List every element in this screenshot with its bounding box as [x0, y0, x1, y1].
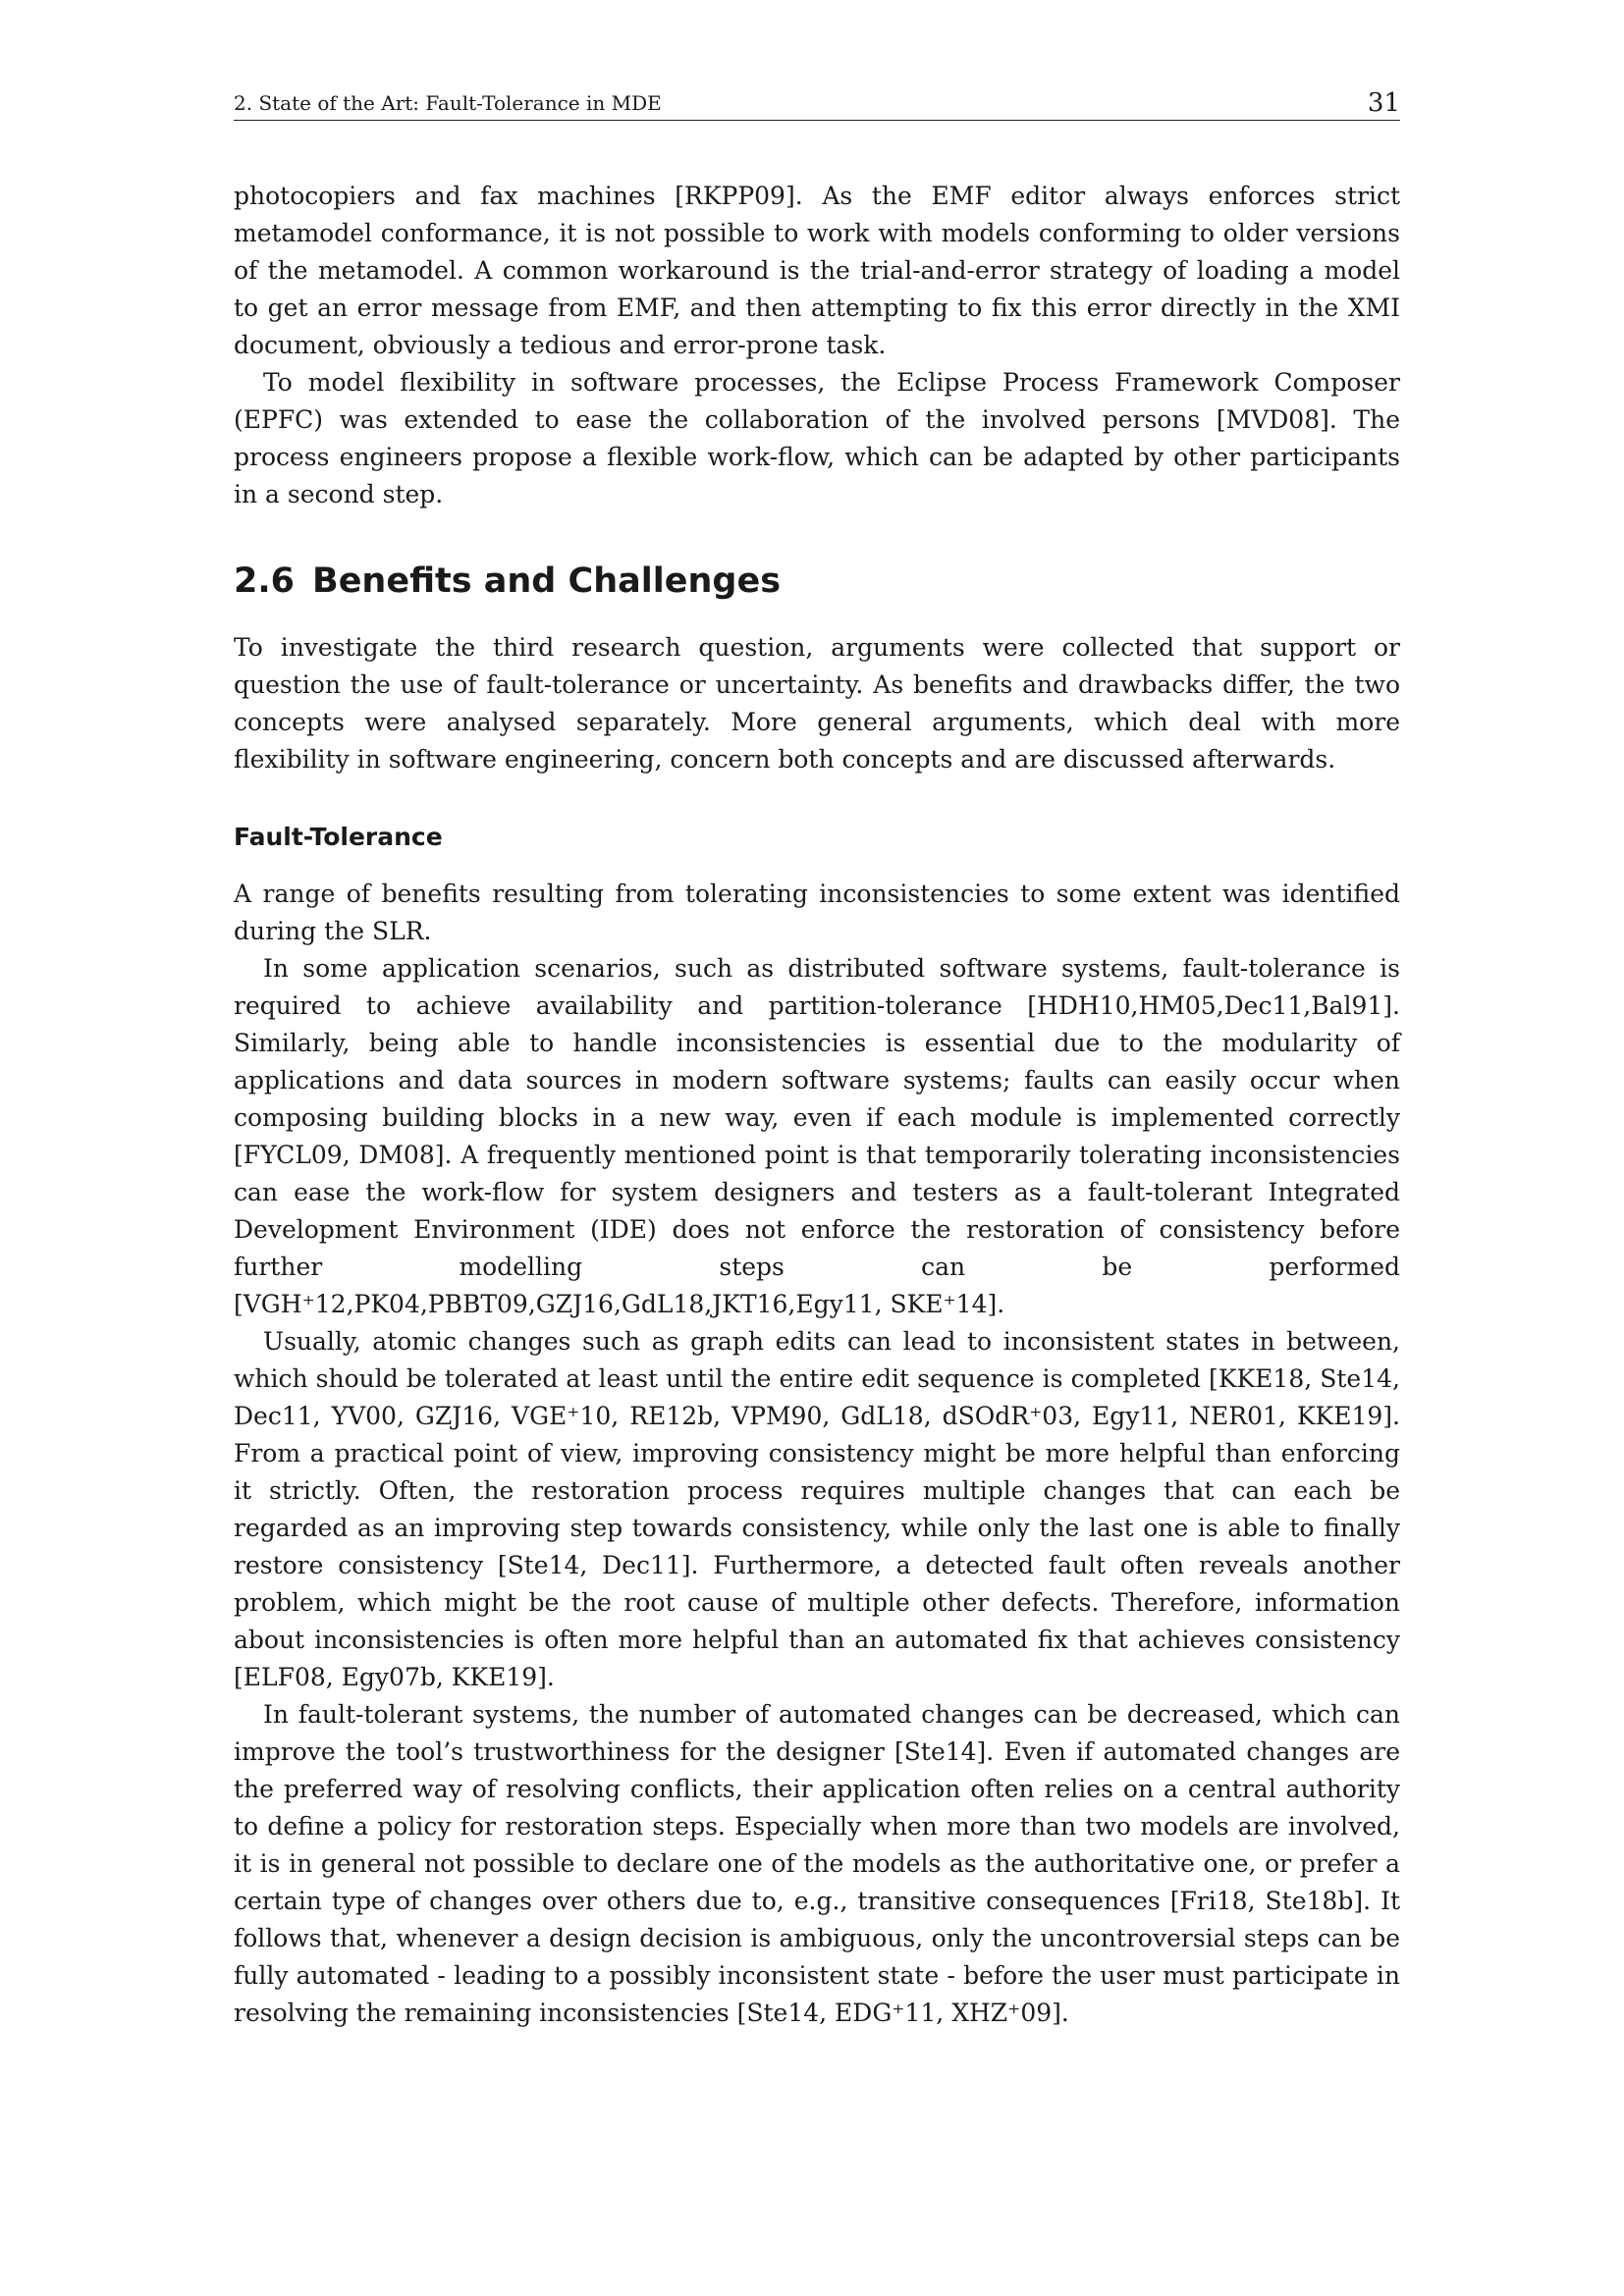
section-heading: [234, 560, 1400, 603]
section-number: 2.6: [234, 561, 296, 601]
subsection-heading: Fault-Tolerance: [234, 823, 443, 851]
section-title: Benefits and Challenges: [312, 561, 782, 601]
subsection-paragraph-2: In some application scenarios, such as distributed software systems, fault-tolerance is required to achieve availability and partition-tolerance [HDH10,HM05,Dec11,Bal91]. Similarly, being able to handle inconsistencies is essential due to the modularity of applications and data sources in modern software systems; faults can easily occur when composing building blocks in a new way, even if each module is implemented correctly [FYCL09, DM08]. A frequently mentioned point is that temporarily tolerating inconsistencies can ease the work-flow for system designers and testers as a fault-tolerant Integrated Development Environment (IDE) does not enforce the restoration of consistency before further modelling steps can be performed [VGH⁺12,PK04,PBBT09,GZJ16,GdL18,JKT16,Egy11, SKE⁺14].: [234, 954, 1400, 1318]
subsection-paragraph-3: Usually, atomic changes such as graph edits can lead to inconsistent states in between, which should be tolerated at least until the entire edit sequence is completed [KKE18, Ste14, Dec11, YV00, GZJ16, VGE⁺10, RE12b, VPM90, GdL18, dSOdR⁺03, Egy11, NER01, KKE19]. From a practical point of view, improving consistency might be more helpful than enforcing it strictly. Often, the restoration process requires multiple changes that can each be regarded as an improving step towards consistency, while only the last one is able to finally restore consistency [Ste14, Dec11]. Furthermore, a detected fault often reveals another problem, which might be the root cause of multiple other defects. Therefore, information about inconsistencies is often more helpful than an automated fix that achieves consistency [ELF08, Egy07b, KKE19].: [234, 1327, 1400, 1691]
section-paragraph-1: To investigate the third research question, arguments were collected that support or question the use of fault-tolerance or uncertainty. As benefits and drawbacks differ, the two concepts were analysed separately. More general arguments, which deal with more flexibility in software engineering, concern both concepts and are discussed afterwards.: [234, 633, 1400, 774]
intro-paragraph-1: photocopiers and fax machines [RKPP09]. As the EMF editor always enforces strict metamodel conformance, it is not possible to work with models conforming to older versions of the metamodel. A common workaround is the trial-and-error strategy of loading a model to get an error message from EMF, and then attempting to fix this error directly in the XMI document, obviously a tedious and error-prone task.: [234, 182, 1400, 359]
intro-paragraph-2: To model flexibility in software processes, the Eclipse Process Framework Composer (EPFC) was extended to ease the collaboration of the involved persons [MVD08]. The process engineers propose a flexible work-flow, which can be adapted by other participants in a second step.: [234, 368, 1400, 508]
page-number: 31: [1367, 88, 1400, 118]
running-head: [234, 86, 1400, 121]
subsection-paragraph-1: A range of benefits resulting from tolerating inconsistencies to some extent was identified during the SLR.: [234, 880, 1400, 945]
chapter-title: 2. State of the Art: Fault-Tolerance in MDE: [234, 91, 662, 115]
subsection-paragraph-4: In fault-tolerant systems, the number of automated changes can be decreased, which can improve the tool’s trustworthiness for the designer [Ste14]. Even if automated changes are the preferred way of resolving conflicts, their application often relies on a central authority to define a policy for restoration steps. Especially when more than two models are involved, it is in general not possible to declare one of the models as the authoritative one, or prefer a certain type of changes over others due to, e.g., transitive consequences [Fri18, Ste18b]. It follows that, whenever a design decision is ambiguous, only the uncontroversial steps can be fully automated - leading to a possibly inconsistent state - before the user must participate in resolving the remaining inconsistencies [Ste14, EDG⁺11, XHZ⁺09].: [234, 1700, 1400, 2027]
page-body: [234, 178, 1400, 2032]
